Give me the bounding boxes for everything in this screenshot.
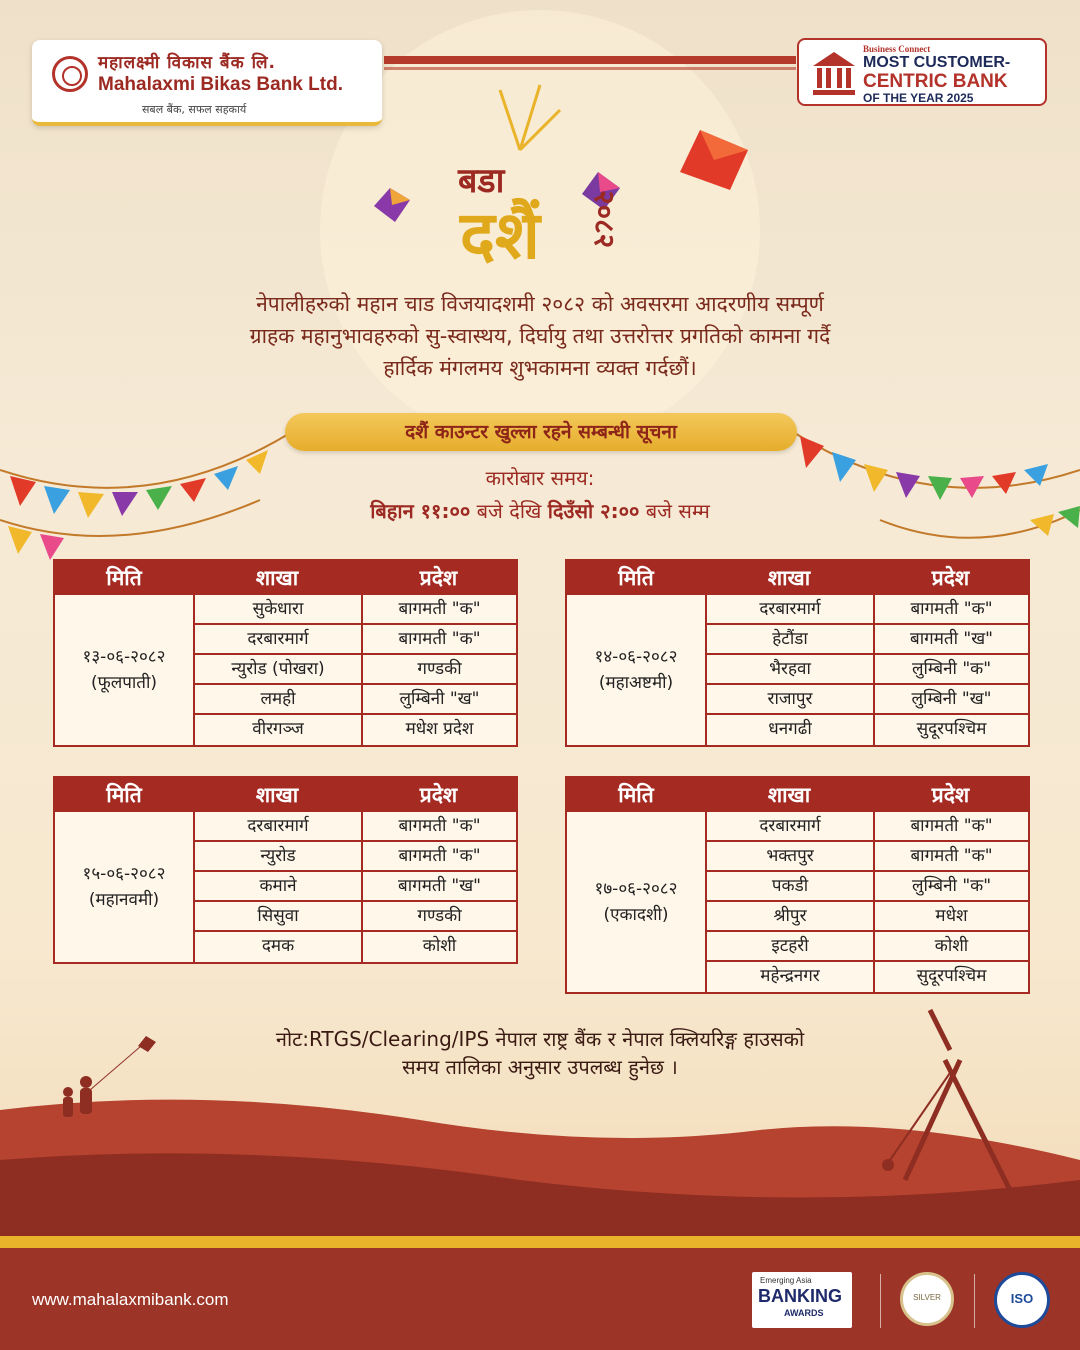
province-cell: लुम्बिनी "ख"	[399, 689, 480, 709]
branch-cell: श्रीपुर	[707, 902, 875, 930]
date: १४-०६-२०८२	[594, 647, 678, 667]
day-name: (महाअष्टमी)	[598, 673, 674, 693]
province-cell: बागमती "क"	[398, 846, 481, 866]
hours-end: दिउँसो २:००	[547, 499, 640, 523]
award-line-1: MOST CUSTOMER-	[863, 54, 1011, 71]
title-year: २०८२	[588, 190, 621, 249]
table-row	[195, 685, 516, 715]
schedule-table-3	[53, 776, 518, 964]
province-cell: बागमती "क"	[398, 599, 481, 619]
table-row	[195, 932, 516, 962]
branch-cell: महेन्द्रनगर	[707, 962, 875, 992]
branch-cell: भैरहवा	[707, 655, 875, 683]
branch-cell: भक्तपुर	[707, 842, 875, 870]
day-name: (महानवमी)	[88, 890, 160, 910]
province-cell: बागमती "ख"	[910, 629, 993, 649]
province-cell: बागमती "क"	[910, 846, 993, 866]
province-cell: लुम्बिनी "ख"	[911, 689, 992, 709]
header-branch: शाखा	[255, 783, 299, 807]
table-row	[707, 715, 1028, 745]
province-cell: सुदूरपश्चिम	[916, 966, 987, 986]
footer-gold-stripe	[0, 1236, 1080, 1248]
header-date: मिति	[618, 566, 654, 590]
branch-cell: सिसुवा	[195, 902, 363, 930]
header-province: प्रदेश	[931, 566, 970, 590]
province-cell: मधेश प्रदेश	[405, 719, 474, 739]
date-cell	[567, 812, 707, 992]
branch-cell: वीरगञ्ज	[195, 715, 363, 745]
branch-cell: दरबारमार्ग	[195, 812, 363, 840]
greeting-line: नेपालीहरुको महान चाड विजयादशमी २०८२ को अवसरमा आदरणीय सम्पूर्ण	[256, 292, 824, 316]
table-row	[195, 872, 516, 902]
award-badge	[797, 38, 1047, 106]
hours-start: बिहान ११:००	[370, 499, 471, 523]
table-header	[567, 561, 1028, 595]
branch-cell: दरबारमार्ग	[707, 812, 875, 840]
award-line-2: CENTRIC BANK	[863, 71, 1008, 92]
hours-label: कारोबार समय:	[485, 466, 595, 490]
badge-top-text: Emerging Asia	[760, 1276, 812, 1285]
header-stripe	[384, 56, 796, 64]
hours-from: बजे देखि	[476, 499, 542, 523]
silver-text: SILVER	[913, 1293, 941, 1302]
footer-divider	[880, 1274, 881, 1328]
greeting-message	[80, 288, 1000, 384]
note-line: समय तालिका अनुसार उपलब्ध हुनेछ ।	[402, 1055, 678, 1079]
header-date: मिति	[106, 566, 142, 590]
table-row	[707, 842, 1028, 872]
table-row	[195, 812, 516, 842]
branch-cell: हेटौंडा	[707, 625, 875, 653]
day-name: (एकादशी)	[603, 905, 669, 925]
table-row	[707, 932, 1028, 962]
header-branch: शाखा	[767, 783, 811, 807]
province-cell: बागमती "क"	[398, 816, 481, 836]
date-cell	[567, 595, 707, 745]
table-row	[195, 595, 516, 625]
date-cell	[55, 812, 195, 962]
branch-cell: इटहरी	[707, 932, 875, 960]
table-row	[195, 715, 516, 745]
branch-cell: दरबारमार्ग	[707, 595, 875, 623]
header-branch: शाखा	[255, 566, 299, 590]
day-name: (फूलपाती)	[90, 673, 158, 693]
badge-main-text: BANKING	[758, 1286, 842, 1306]
branch-cell: दमक	[195, 932, 363, 962]
table-row	[707, 812, 1028, 842]
schedule-table-4	[565, 776, 1030, 994]
business-hours	[0, 497, 1080, 524]
table-row	[195, 625, 516, 655]
schedule-table-1	[53, 559, 518, 747]
branch-cell: कमाने	[195, 872, 363, 900]
header-date: मिति	[618, 783, 654, 807]
branch-cell: राजापुर	[707, 685, 875, 713]
province-cell: बागमती "क"	[398, 629, 481, 649]
table-row	[707, 872, 1028, 902]
iso-text: ISO	[1010, 1291, 1034, 1306]
branch-cell: न्युरोड (पोखरा)	[195, 655, 363, 683]
province-cell: बागमती "क"	[910, 816, 993, 836]
table-row	[707, 962, 1028, 992]
hours-until: बजे सम्म	[645, 499, 710, 523]
header-province: प्रदेश	[419, 783, 458, 807]
branch-cell: धनगढी	[707, 715, 875, 745]
province-cell: लुम्बिनी "क"	[911, 876, 992, 896]
footer-divider	[974, 1274, 975, 1328]
bank-name-english: Mahalaxmi Bikas Bank Ltd.	[98, 74, 343, 95]
province-cell: गण्डकी	[417, 659, 462, 679]
header-date: मिति	[106, 783, 142, 807]
table-header	[55, 778, 516, 812]
branch-cell: दरबारमार्ग	[195, 625, 363, 653]
table-row	[195, 902, 516, 932]
banking-awards-badge	[752, 1272, 852, 1328]
date: १३-०६-२०८२	[82, 647, 166, 667]
province-cell: बागमती "क"	[910, 599, 993, 619]
table-header	[55, 561, 516, 595]
date: १७-०६-२०८२	[594, 879, 678, 899]
table-row	[195, 655, 516, 685]
bank-seal-icon	[52, 56, 88, 92]
branch-cell: सुकेधारा	[195, 595, 363, 623]
branch-cell: न्युरोड	[195, 842, 363, 870]
table-row	[707, 655, 1028, 685]
province-cell: कोशी	[422, 936, 457, 956]
branch-cell: लमही	[195, 685, 363, 713]
greeting-line: हार्दिक मंगलमय शुभकामना व्यक्त गर्दछौं।	[383, 356, 697, 380]
bank-logo-card	[32, 40, 382, 126]
award-line-3: OF THE YEAR 2025	[863, 91, 974, 105]
branch-cell: पकडी	[707, 872, 875, 900]
iso-certified-badge	[994, 1272, 1050, 1328]
header-province: प्रदेश	[931, 783, 970, 807]
bank-name-nepali: महालक्ष्मी विकास बैंक लि.	[98, 53, 276, 73]
header-stripe-thin	[384, 67, 796, 70]
province-cell: लुम्बिनी "क"	[911, 659, 992, 679]
header-branch: शाखा	[767, 566, 811, 590]
table-row	[707, 902, 1028, 932]
award-source: Business Connect	[863, 44, 931, 54]
province-cell: सुदूरपश्चिम	[916, 719, 987, 739]
date-cell	[55, 595, 195, 745]
greeting-line: ग्राहक महानुभावहरुको सु-स्वास्थय, दिर्घायु तथा उत्तरोत्तर प्रगतिको कामना गर्दै	[249, 324, 831, 348]
table-row	[707, 625, 1028, 655]
schedule-table-2	[565, 559, 1030, 747]
header-province: प्रदेश	[419, 566, 458, 590]
table-row	[707, 685, 1028, 715]
title-bada: बडा	[458, 161, 505, 201]
province-cell: मधेश	[935, 906, 968, 926]
title-dashain: दशैं	[460, 197, 540, 274]
table-row	[195, 842, 516, 872]
province-cell: गण्डकी	[417, 906, 462, 926]
silver-award-badge	[900, 1272, 954, 1326]
bank-building-icon	[811, 48, 857, 98]
date: १५-०६-२०८२	[82, 864, 166, 884]
table-row	[707, 595, 1028, 625]
note-text	[120, 1025, 960, 1081]
note-line: नोट:RTGS/Clearing/IPS नेपाल राष्ट्र बैंक र नेपाल क्लियरिङ्ग हाउसको	[275, 1027, 805, 1051]
badge-sub-text: AWARDS	[784, 1308, 824, 1318]
notice-banner: दशैं काउन्टर खुल्ला रहने सम्बन्धी सूचना	[285, 413, 797, 451]
province-cell: बागमती "ख"	[398, 876, 481, 896]
province-cell: कोशी	[934, 936, 969, 956]
website-link[interactable]: www.mahalaxmibank.com	[32, 1290, 229, 1309]
bank-tagline: सबल बैंक, सफल सहकार्य	[142, 103, 247, 116]
table-header	[567, 778, 1028, 812]
